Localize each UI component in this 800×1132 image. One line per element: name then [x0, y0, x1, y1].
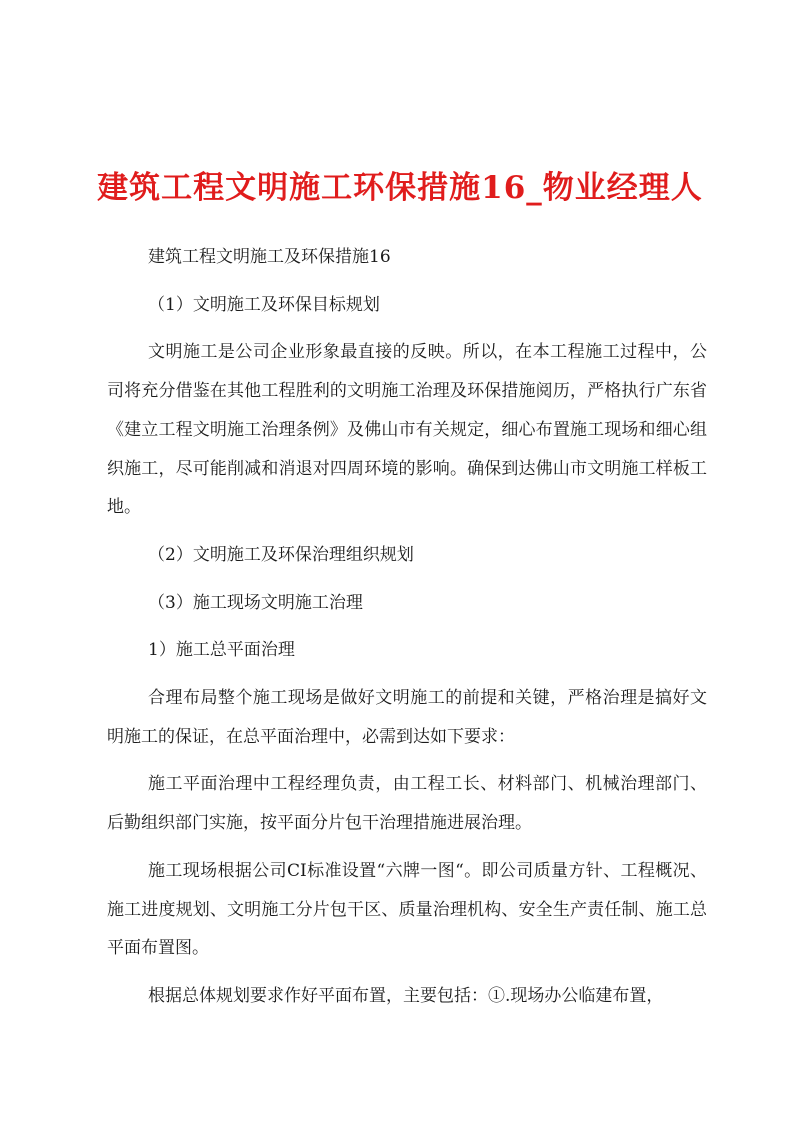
document-title: 建筑工程文明施工环保措施16_物业经理人: [97, 170, 703, 206]
paragraph-intro: 建筑工程文明施工及环保措施16: [148, 247, 391, 267]
document-body: [107, 238, 707, 1016]
paragraph-section-2: （2）文明施工及环保治理组织规划: [148, 544, 414, 565]
paragraph-body: 合理布局整个施工现场是做好文明施工的前提和关键，严格治理是搞好文明施工的保证，在总平面治理中，必需到达如下要求：: [107, 688, 707, 747]
paragraph-body: 根据总体规划要求作好平面布置，主要包括：①.现场办公临建布置，: [148, 985, 664, 1006]
paragraph-subsection-1: 1）施工总平面治理: [148, 640, 295, 661]
paragraph-body: 施工现场根据公司CI标准设置“六牌一图“。即公司质量方针、工程概况、施工进度规划、文明施工分片包干区、质量治理机构、安全生产责任制、施工总平面布置图。: [107, 860, 707, 959]
paragraph-section-1: （1）文明施工及环保目标规划: [148, 294, 380, 315]
paragraph-body: 施工平面治理中工程经理负责，由工程工长、材料部门、机械治理部门、后勤组织部门实施，按平面分片包干治理措施进展治理。: [107, 774, 707, 834]
paragraph-section-3: （3）施工现场文明施工治理: [148, 592, 363, 613]
paragraph-body: 文明施工是公司企业形象最直接的反映。所以，在本工程施工过程中，公司将充分借鉴在其他工程胜利的文明施工治理及环保措施阅历，严格执行广东省《建立工程文明施工治理条例》及佛山市有关规定，细心布置施工现场和细心组织施工，尽可能削减和消退对四周环境的影响。确保到达佛山市文明施工样板工地。: [107, 342, 707, 518]
